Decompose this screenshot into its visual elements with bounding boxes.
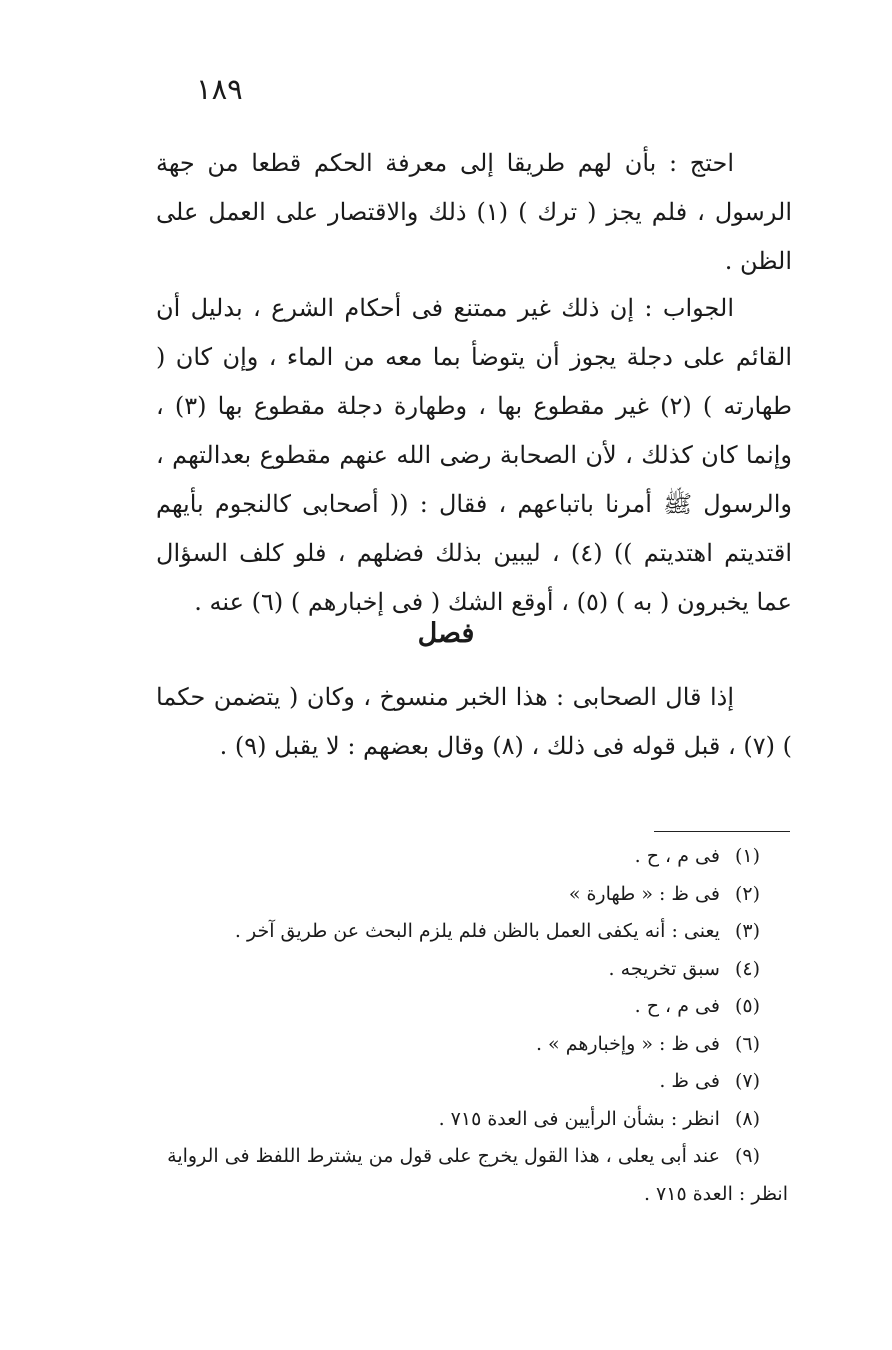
footnote-number: (٦) [734, 1032, 760, 1055]
footnote-text: انظر : بشأن الرأيين فى العدة ٧١٥ . [438, 1107, 720, 1130]
paragraph-section-text: إذا قال الصحابى : هذا الخبر منسوخ ، وكان ( يتضمن حكما ) (٧) ، قبل قوله فى ذلك ، (٨) وقال بعضهم : لا يقبل (٩) . [156, 683, 792, 760]
footnote-text: فى ظ : « وإخبارهم » . [535, 1032, 720, 1055]
footnote-continuation: انظر : العدة ٧١٥ . [643, 1182, 788, 1205]
footnote-item [120, 988, 760, 1026]
footnote-text: عند أبى يعلى ، هذا القول يخرج على قول من يشترط اللفظ فى الرواية [167, 1145, 720, 1167]
footnote-separator [654, 831, 790, 832]
footnotes-list [120, 838, 788, 1213]
footnote-item [120, 951, 760, 989]
paragraph-argument-text: احتج : بأن لهم طريقا إلى معرفة الحكم قطعا من جهة الرسول ، فلم يجز ( ترك ) (١) ذلك والاقتصار على العمل على الظن . [156, 149, 792, 275]
footnote-number: (٥) [734, 995, 760, 1017]
footnote-item [120, 1026, 760, 1064]
paragraph-answer-text: الجواب : إن ذلك غير ممتنع فى أحكام الشرع ، بدليل أن القائم على دجلة يجوز أن يتوضأ بما معه من الماء ، وإن كان ( طهارته ) (٢) غير مقطوع بها ، وطهارة دجلة مقطوع بها (٣) ، وإنما كان كذلك ، لأن الصحابة رضى الله عنهم مقطوع بعدالتهم ، والرسول ﷺ أمرنا باتباعهم ، فقال : (( أصحابى كالنجوم بأيهم اقتديتم اهتديتم )) (٤) ، ليبين بذلك فضلهم ، فلو كلف السؤال عما يخبرون ( به ) (٥) ، أوقع الشك ( فى إخبارهم ) (٦) عنه . [156, 294, 793, 616]
footnote-item [120, 913, 760, 951]
footnote-number: (١) [734, 845, 760, 867]
footnote-item [120, 1138, 760, 1176]
paragraph-answer [156, 284, 792, 627]
footnote-item [120, 1063, 760, 1101]
footnote-number: (٨) [734, 1107, 760, 1130]
footnote-text: فى ظ : « طهارة » [568, 882, 720, 905]
footnote-number: (٤) [734, 957, 760, 980]
footnote-text: فى م ، ح . [634, 995, 720, 1017]
footnote-item [120, 838, 760, 876]
footnote-number: (٩) [734, 1145, 760, 1167]
paragraph-argument [156, 139, 792, 286]
footnote-item [120, 876, 760, 914]
footnote-text: يعنى : أنه يكفى العمل بالظن فلم يلزم البحث عن طريق آخر . [234, 920, 720, 942]
footnote-text: فى ظ . [659, 1070, 720, 1092]
page-number: ١٨٩ [196, 72, 243, 106]
footnote-text: سبق تخريجه . [608, 957, 720, 980]
paragraph-section [156, 673, 792, 771]
footnote-item [120, 1101, 760, 1139]
section-heading: فصل [417, 618, 475, 649]
footnote-number: (٢) [734, 882, 760, 905]
footnote-text: فى م ، ح . [634, 845, 720, 867]
footnote-number: (٣) [734, 920, 760, 942]
footnote-number: (٧) [734, 1070, 760, 1092]
